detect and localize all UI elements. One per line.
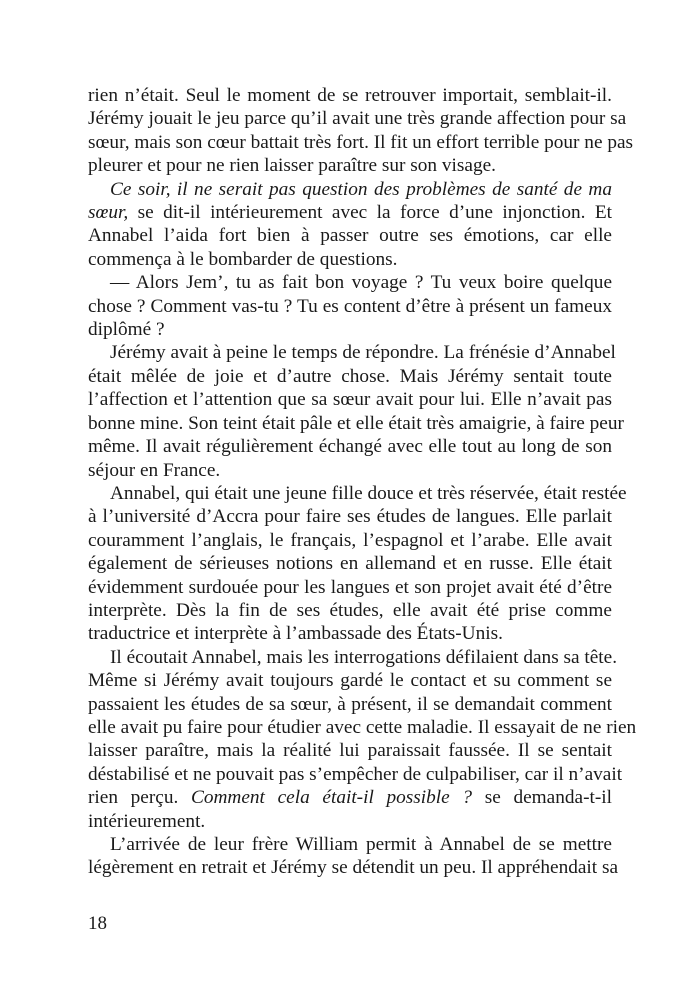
italic-text-segment: Comment cela était-il possible ?	[191, 787, 473, 809]
text-line	[88, 763, 623, 786]
text-line	[88, 576, 612, 599]
text-segment: à l’université d’Accra pour faire ses études de langues. Elle parlait	[88, 506, 612, 528]
text-segment: déstabilisé et ne pouvait pas s’empêcher de culpabiliser, car il n’avait	[88, 763, 623, 785]
text-segment: couramment l’anglais, le français, l’espagnol et l’arabe. Elle avait	[88, 529, 612, 551]
text-segment: Jérémy avait à peine le temps de répondre. La frénésie d’Annabel	[110, 342, 616, 364]
text-segment: pleurer et pour ne rien laisser paraître sur son visage.	[88, 155, 496, 177]
text-segment: l’affection et l’attention que sa sœur avait pour lui. Elle n’avait pas	[88, 389, 612, 411]
text-segment: Annabel, qui était une jeune fille douce et très réservée, était restée	[110, 482, 627, 504]
text-line	[88, 341, 616, 364]
text-segment: laisser paraître, mais la réalité lui paraissait faussée. Il se sentait	[88, 740, 612, 762]
text-line	[88, 201, 612, 224]
text-line	[88, 482, 627, 505]
text-line	[88, 693, 612, 716]
text-segment: L’arrivée de leur frère William permit à Annabel de se mettre	[110, 834, 612, 855]
text-line	[88, 84, 612, 107]
text-segment: évidemment surdouée pour les langues et son projet avait été d’être	[88, 576, 612, 598]
text-segment: — Alors Jem’, tu as fait bon voyage ? Tu veux boire quelque	[110, 272, 612, 294]
text-segment: diplômé ?	[88, 319, 165, 341]
text-line	[88, 435, 612, 458]
text-line	[88, 529, 612, 552]
text-line	[88, 856, 619, 879]
text-line	[88, 669, 612, 692]
text-segment: intérieurement.	[88, 810, 206, 832]
page-number: 18	[88, 913, 107, 934]
text-segment: était mêlée de joie et d’autre chose. Mais Jérémy sentait toute	[88, 365, 612, 387]
text-line	[88, 786, 612, 809]
italic-text-segment: sœur,	[88, 202, 129, 224]
text-line	[88, 271, 612, 294]
text-segment: Il écoutait Annabel, mais les interrogations défilaient dans sa tête.	[110, 646, 618, 668]
text-segment: sœur, mais son cœur battait très fort. Il fit un effort terrible pour ne pas	[88, 131, 634, 153]
text-segment: également de sérieuses notions en allemand et en russe. Elle était	[88, 553, 612, 575]
text-line	[88, 552, 612, 575]
text-line	[88, 505, 612, 528]
text-line	[88, 599, 612, 622]
text-line	[88, 178, 612, 201]
text-line	[88, 248, 612, 271]
text-line	[88, 622, 612, 645]
text-segment: se demanda-t-il	[472, 787, 612, 809]
text-segment: interprète. Dès la fin de ses études, elle avait été prise comme	[88, 599, 612, 621]
text-segment: Jérémy jouait le jeu parce qu’il avait une très grande affection pour sa	[88, 108, 627, 130]
text-line	[88, 224, 612, 247]
text-line	[88, 295, 612, 318]
text-line	[88, 646, 618, 669]
text-line	[88, 833, 612, 856]
text-line	[88, 365, 612, 388]
text-segment: Même si Jérémy avait toujours gardé le contact et su comment se	[88, 670, 612, 692]
text-segment: chose ? Comment vas-tu ? Tu es content d’être à présent un fameux	[88, 295, 612, 317]
text-line	[88, 412, 624, 435]
text-segment: Annabel l’aida fort bien à passer outre ses émotions, car elle	[88, 225, 612, 247]
text-line	[88, 107, 627, 130]
text-segment: elle avait pu faire pour étudier avec cette maladie. Il essayait de ne rien	[88, 716, 637, 738]
text-line	[88, 154, 612, 177]
text-segment: traductrice et interprète à l’ambassade des États-Unis.	[88, 623, 503, 645]
text-segment: rien n’était. Seul le moment de se retrouver importait, semblait-il.	[88, 85, 612, 106]
italic-text-segment: Ce soir, il ne serait pas question des problèmes de santé de ma	[110, 178, 612, 200]
text-segment: même. Il avait régulièrement échangé avec elle tout au long de son	[88, 436, 612, 458]
page-body-text	[88, 84, 637, 880]
text-line	[88, 739, 612, 762]
text-line	[88, 716, 637, 739]
text-segment: légèrement en retrait et Jérémy se détendit un peu. Il appréhendait sa	[88, 857, 619, 879]
text-segment: se dit-il intérieurement avec la force d’une injonction. Et	[128, 202, 612, 224]
text-segment: passaient les études de sa sœur, à présent, il se demandait comment	[88, 693, 612, 715]
text-line	[88, 318, 612, 341]
text-segment: bonne mine. Son teint était pâle et elle était très amaigrie, à faire peur	[88, 412, 624, 434]
text-line	[88, 810, 612, 833]
text-segment: séjour en France.	[88, 459, 221, 481]
text-segment: commença à le bombarder de questions.	[88, 248, 398, 270]
text-line	[88, 459, 612, 482]
text-line	[88, 388, 612, 411]
text-segment: rien perçu.	[88, 787, 191, 809]
text-line	[88, 131, 634, 154]
